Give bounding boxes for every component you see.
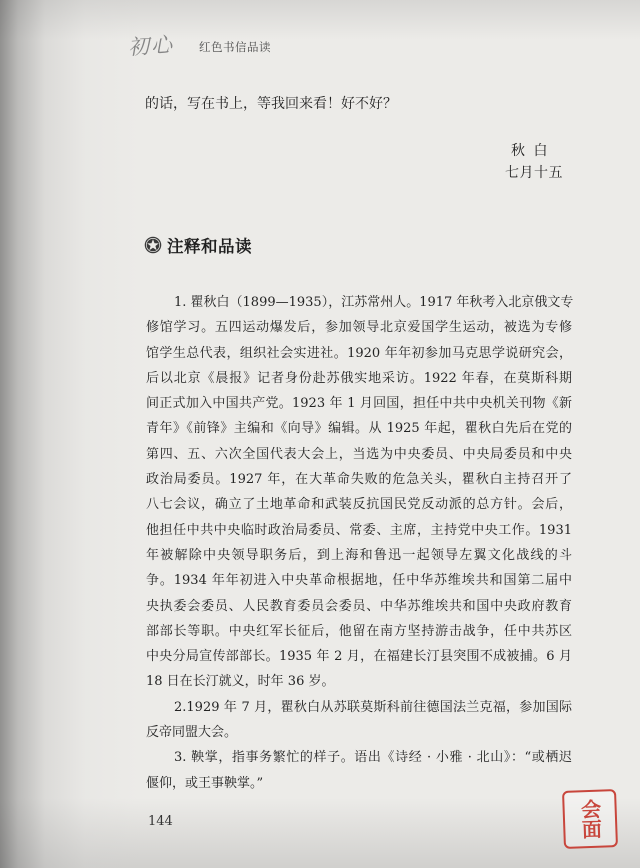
section-heading: 注释和品读	[167, 237, 252, 256]
note-paragraph-1	[146, 290, 572, 695]
note-line: 政治局委员。1927 年，在大革命失败的危急关头，瞿秋白主持召开了	[146, 472, 572, 488]
note-line: 中央分局宣传部部长。1935 年 2 月，在福建长汀县突围不成被捕。6 月	[146, 649, 572, 665]
note-line: 18 日在长汀就义，时年 36 岁。	[146, 674, 335, 690]
note-line: 青年》《前锋》主编和《向导》编辑。从 1925 年起，瞿秋白先后在党的	[146, 421, 572, 437]
note-line: 馆学生总代表，组织社会实进社。1920 年年初参加马克思学说研究会，	[146, 345, 572, 361]
note-line: 偃仰，或王事鞅掌。”	[146, 775, 264, 791]
page-number: 144	[148, 814, 173, 829]
series-title: 红色书信品读	[199, 40, 271, 54]
series-logo: 初心	[127, 32, 175, 60]
note-line: 第四、五、六次全国代表大会上，当选为中央委员、中央局委员和中央	[146, 446, 572, 462]
note-line: 八七会议，确立了土地革命和武装反抗国民党反动派的总方针。会后，	[146, 497, 572, 513]
note-line: 他担任中共中央临时政治局委员、常委、主席，主持党中央工作。1931	[146, 522, 572, 538]
note-line: 3. 鞅掌，指事务繁忙的样子。语出《诗经 · 小雅 · 北山》：“或栖迟	[174, 750, 572, 766]
note-paragraph-3	[146, 745, 572, 796]
note-line: 反帝同盟大会。	[146, 725, 238, 741]
star-badge-icon	[144, 236, 162, 254]
seal-stamp: 会面	[562, 789, 618, 849]
notes-body	[146, 290, 572, 796]
note-line: 央执委会委员、人民教育委员会委员、中华苏维埃共和国中央政府教育	[146, 598, 572, 614]
note-paragraph-2	[146, 695, 572, 746]
note-line: 2.1929 年 7 月，瞿秋白从苏联莫斯科前往德国法兰克福，参加国际	[174, 699, 572, 715]
note-line: 年被解除中央领导职务后，到上海和鲁迅一起领导左翼文化战线的斗	[146, 547, 572, 563]
note-line: 1. 瞿秋白（1899—1935），江苏常州人。1917 年秋考入北京俄文专	[174, 295, 574, 310]
letter-date: 七月十五	[505, 165, 563, 181]
letter-closing-line: 的话，写在书上，等我回来看！好不好？	[145, 96, 397, 112]
note-line: 间正式加入中国共产党。1923 年 1 月回国，担任中共中央机关刊物《新	[146, 396, 572, 412]
note-line: 修馆学习。五四运动爆发后，参加领导北京爱国学生运动，被选为专修	[146, 320, 572, 336]
note-line: 部部长等职。中央红军长征后，他留在南方坚持游击战争，任中共苏区	[146, 623, 572, 639]
note-line: 争。1934 年年初进入中央革命根据地，任中华苏维埃共和国第二届中	[146, 573, 572, 589]
letter-signature: 秋 白	[511, 143, 550, 159]
note-line: 后以北京《晨报》记者身份赴苏俄实地采访。1922 年春，在莫斯科期	[146, 370, 572, 386]
